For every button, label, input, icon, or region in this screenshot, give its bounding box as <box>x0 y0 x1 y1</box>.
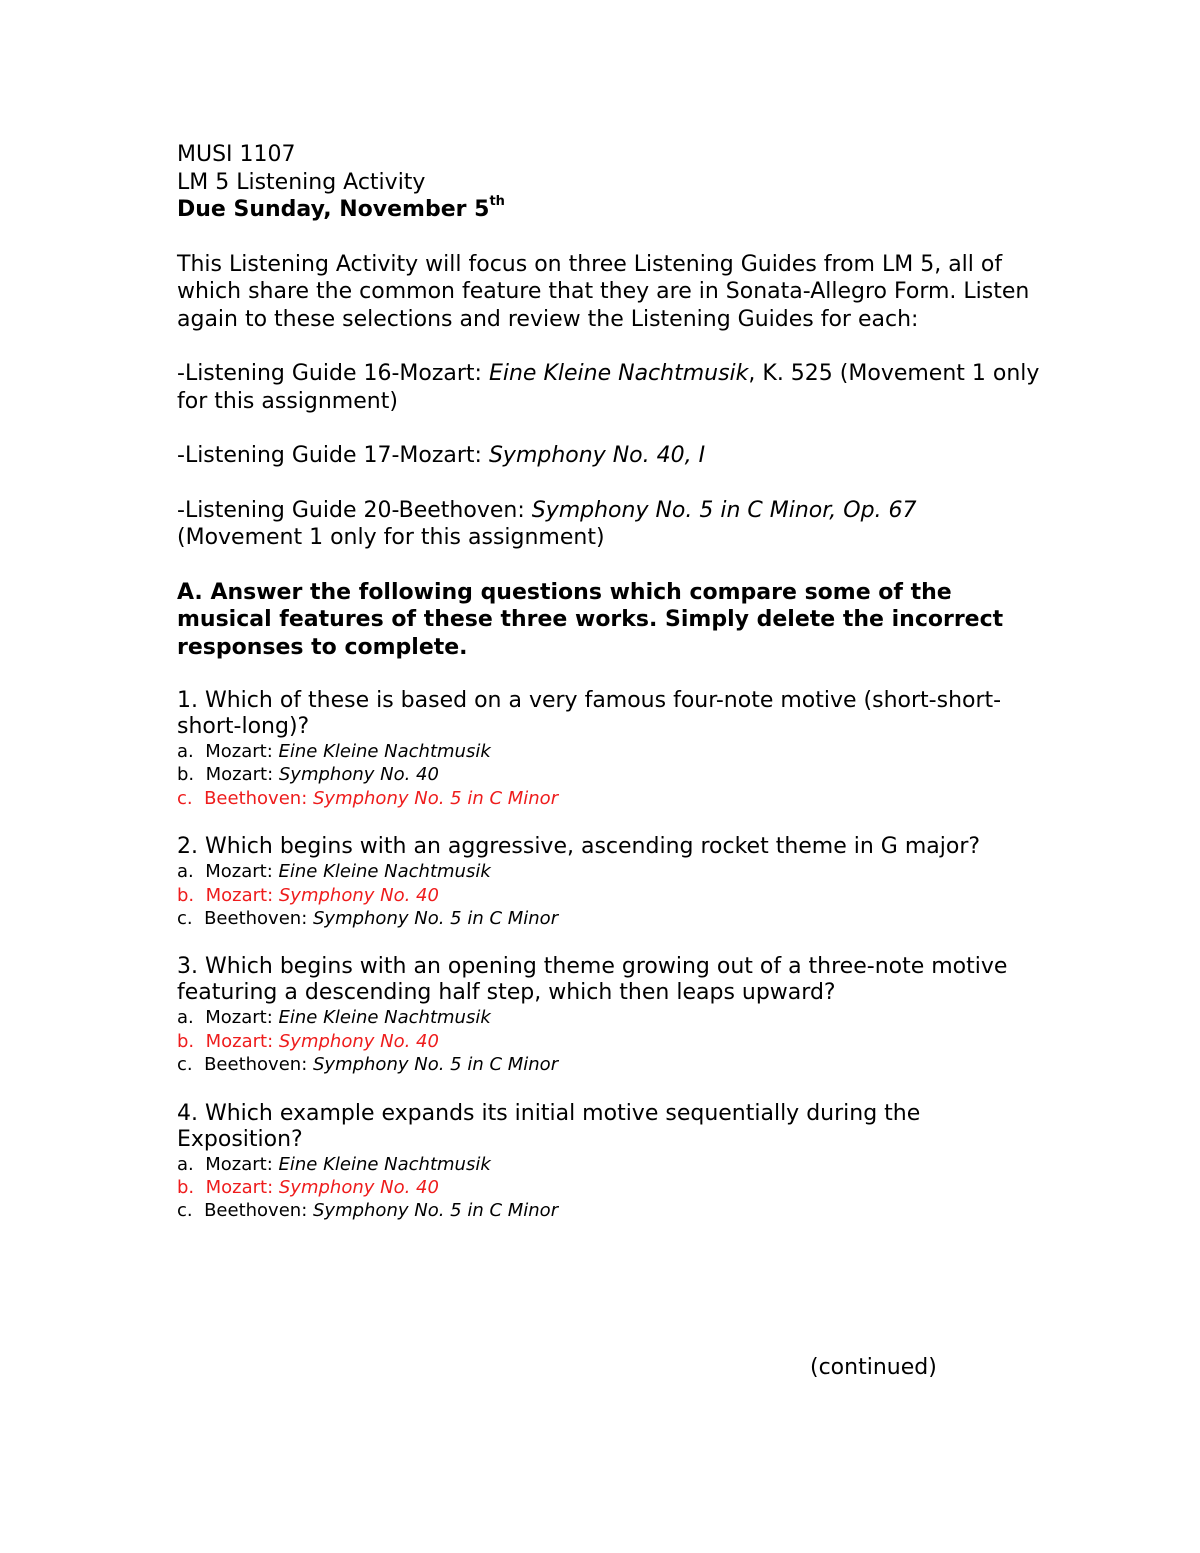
document-page <box>177 141 1047 1223</box>
question-3: 3. Which begins with an opening theme growing out of a three-note motive featuring a descending half step, which then leaps upward? <box>177 954 1008 1006</box>
intro-paragraph: This Listening Activity will focus on three Listening Guides from LM 5, all of which share the common feature that they are in Sonata-Allegro Form. Listen again to these selections and review the Listening Guides for each: <box>177 251 1030 332</box>
section-a-heading: A. Answer the following questions which compare some of the musical features of these three works. Simply delete the incorrect responses to complete. <box>177 579 1004 660</box>
option-3b-answer: b. Mozart: Symphony No. 40 <box>177 1030 439 1052</box>
option-4c: c. Beethoven: Symphony No. 5 in C Minor <box>177 1200 559 1222</box>
option-2b-answer: b. Mozart: Symphony No. 40 <box>177 884 439 906</box>
due-date-ordinal: th <box>489 193 505 209</box>
option-2c: c. Beethoven: Symphony No. 5 in C Minor <box>177 908 559 930</box>
question-4: 4. Which example expands its initial motive sequentially during the Exposition? <box>177 1100 921 1152</box>
option-3c: c. Beethoven: Symphony No. 5 in C Minor <box>177 1054 559 1076</box>
activity-title: LM 5 Listening Activity <box>177 169 426 195</box>
option-1c-answer: c. Beethoven: Symphony No. 5 in C Minor <box>177 787 559 809</box>
option-4b-answer: b. Mozart: Symphony No. 40 <box>177 1177 439 1199</box>
course-code: MUSI 1107 <box>177 142 296 167</box>
guide-item: -Listening Guide 17-Mozart: Symphony No. 40, I <box>177 443 706 468</box>
question-1: 1. Which of these is based on a very famous four-note motive (short-short-short-long)? <box>177 688 1002 739</box>
question-2: 2. Which begins with an aggressive, ascending rocket theme in G major? <box>177 834 981 860</box>
option-1b: b. Mozart: Symphony No. 40 <box>177 764 439 786</box>
due-date: Due Sunday, November 5th <box>177 193 505 222</box>
continued-note: (continued) <box>810 1355 937 1380</box>
option-4a: a. Mozart: Eine Kleine Nachtmusik <box>177 1153 491 1175</box>
guide-item: -Listening Guide 20-Beethoven: Symphony No. 5 in C Minor, Op. 67 (Movement 1 only for this assignment) <box>177 497 917 550</box>
option-3a: a. Mozart: Eine Kleine Nachtmusik <box>177 1007 491 1029</box>
option-1a: a. Mozart: Eine Kleine Nachtmusik <box>177 741 491 762</box>
option-2a: a. Mozart: Eine Kleine Nachtmusik <box>177 861 491 883</box>
guide-item: -Listening Guide 16-Mozart: Eine Kleine Nachtmusik, K. 525 (Movement 1 only for this assignment) <box>177 361 1040 414</box>
